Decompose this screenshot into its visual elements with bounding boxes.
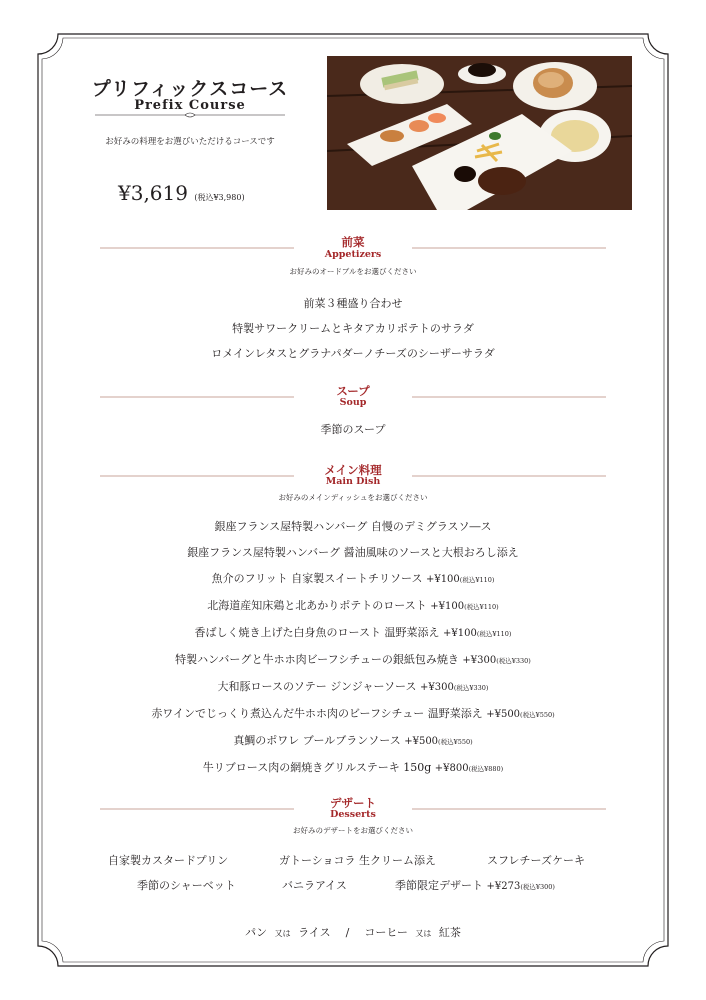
food-photo-icon bbox=[327, 56, 632, 210]
course-price bbox=[118, 181, 245, 205]
menu-item bbox=[53, 544, 653, 560]
dish-surcharge: +¥800(税込¥880) bbox=[434, 763, 504, 774]
section-title-soup-en: Soup bbox=[339, 397, 367, 408]
price-tax: (税込¥3,980) bbox=[194, 193, 245, 202]
section-subtitle-appetizers: お好みのオードブルをお選びください bbox=[289, 267, 417, 276]
dessert-surcharge: +¥273(税込¥300) bbox=[486, 881, 555, 892]
dish-name: 季節限定デザート bbox=[395, 879, 483, 892]
dish-name: 魚介のフリット 自家製スイートチリソース bbox=[211, 572, 423, 585]
dessert-item bbox=[395, 877, 555, 893]
section-title-appetizers: 前菜 bbox=[341, 235, 365, 249]
menu-item bbox=[53, 570, 653, 586]
section-title-appetizers-en: Appetizers bbox=[324, 249, 382, 260]
menu-item bbox=[53, 705, 653, 721]
dessert-item: 季節のシャーベット bbox=[137, 879, 236, 892]
course-title-en: Prefix Course bbox=[134, 98, 246, 113]
dessert-item: バニラアイス bbox=[282, 879, 347, 892]
section-title-desserts-en: Desserts bbox=[330, 809, 376, 820]
dish-surcharge: +¥100(税込¥110) bbox=[443, 628, 512, 639]
menu-item: 季節のスープ bbox=[320, 423, 386, 436]
dish-surcharge: +¥500(税込¥550) bbox=[404, 736, 473, 747]
dessert-item: ガトーショコラ 生クリーム添え bbox=[279, 854, 437, 867]
section-title-soup: スープ bbox=[336, 384, 370, 398]
price-value: ¥3,619 bbox=[118, 181, 188, 205]
or-label: 又は bbox=[415, 929, 432, 938]
dish-name: 赤ワインでじっくり煮込んだ牛ホホ肉のビーフシチュー 温野菜添え bbox=[151, 707, 483, 720]
rice-option: ライス bbox=[298, 926, 331, 939]
menu-item bbox=[53, 759, 653, 775]
dish-surcharge: +¥100(税込¥110) bbox=[425, 574, 495, 585]
section-title-main-en: Main Dish bbox=[325, 476, 381, 487]
dish-name: 銀座フランス屋特製ハンバーグ 醤油風味のソースと大根おろし添え bbox=[187, 546, 519, 559]
menu-item bbox=[53, 651, 653, 667]
divider-slash: / bbox=[345, 926, 350, 939]
menu-item: 前菜３種盛り合わせ bbox=[303, 297, 403, 310]
dish-surcharge: +¥500(税込¥550) bbox=[486, 709, 555, 720]
bread-option: パン bbox=[245, 926, 268, 939]
dish-name: 大和豚ロースのソテー ジンジャーソース bbox=[217, 680, 417, 693]
course-tagline: お好みの料理をお選びいただけるコースです bbox=[105, 137, 275, 147]
dish-name: 銀座フランス屋特製ハンバーグ 自慢のデミグラスソ―ス bbox=[214, 520, 492, 533]
menu-item bbox=[53, 624, 653, 640]
menu-item bbox=[53, 678, 653, 694]
menu-item bbox=[53, 518, 653, 534]
dish-name: 真鯛のポワレ ブールブランソース bbox=[233, 734, 401, 747]
dish-name: 北海道産知床鶏と北あかりポテトのロースト bbox=[207, 599, 427, 612]
dish-surcharge: +¥300(税込¥330) bbox=[462, 655, 531, 666]
section-subtitle-desserts: お好みのデザートをお選びください bbox=[293, 826, 413, 835]
dessert-item: 自家製カスタードプリン bbox=[108, 854, 229, 867]
menu-item bbox=[53, 732, 653, 748]
bread-and-drink-choice bbox=[103, 924, 603, 940]
menu-item: 特製サワークリームとキタアカリポテトのサラダ bbox=[232, 322, 474, 335]
dessert-item: スフレチーズケーキ bbox=[487, 854, 586, 867]
section-title-desserts: デザート bbox=[330, 796, 376, 810]
dish-name: 牛リブロース肉の網焼きグリルステーキ 150g bbox=[202, 761, 432, 774]
course-title: プリフィックスコース bbox=[91, 78, 289, 100]
dish-surcharge: +¥100(税込¥110) bbox=[430, 601, 499, 612]
section-title-main: メイン料理 bbox=[324, 463, 382, 477]
menu-item: ロメインレタスとグラナパダーノチーズのシーザーサラダ bbox=[211, 347, 495, 360]
dish-name: 特製ハンバーグと牛ホホ肉ビーフシチューの銀紙包み焼き bbox=[175, 653, 459, 666]
or-label: 又は bbox=[274, 929, 291, 938]
dish-surcharge: +¥300(税込¥330) bbox=[420, 682, 489, 693]
dish-name: 香ばしく焼き上げた白身魚のロースト 温野菜添え bbox=[194, 626, 440, 639]
section-subtitle-main: お好みのメインディッシュをお選びください bbox=[278, 493, 428, 502]
menu-item bbox=[53, 597, 653, 613]
coffee-option: コーヒー bbox=[364, 926, 408, 939]
tea-option: 紅茶 bbox=[438, 926, 461, 939]
